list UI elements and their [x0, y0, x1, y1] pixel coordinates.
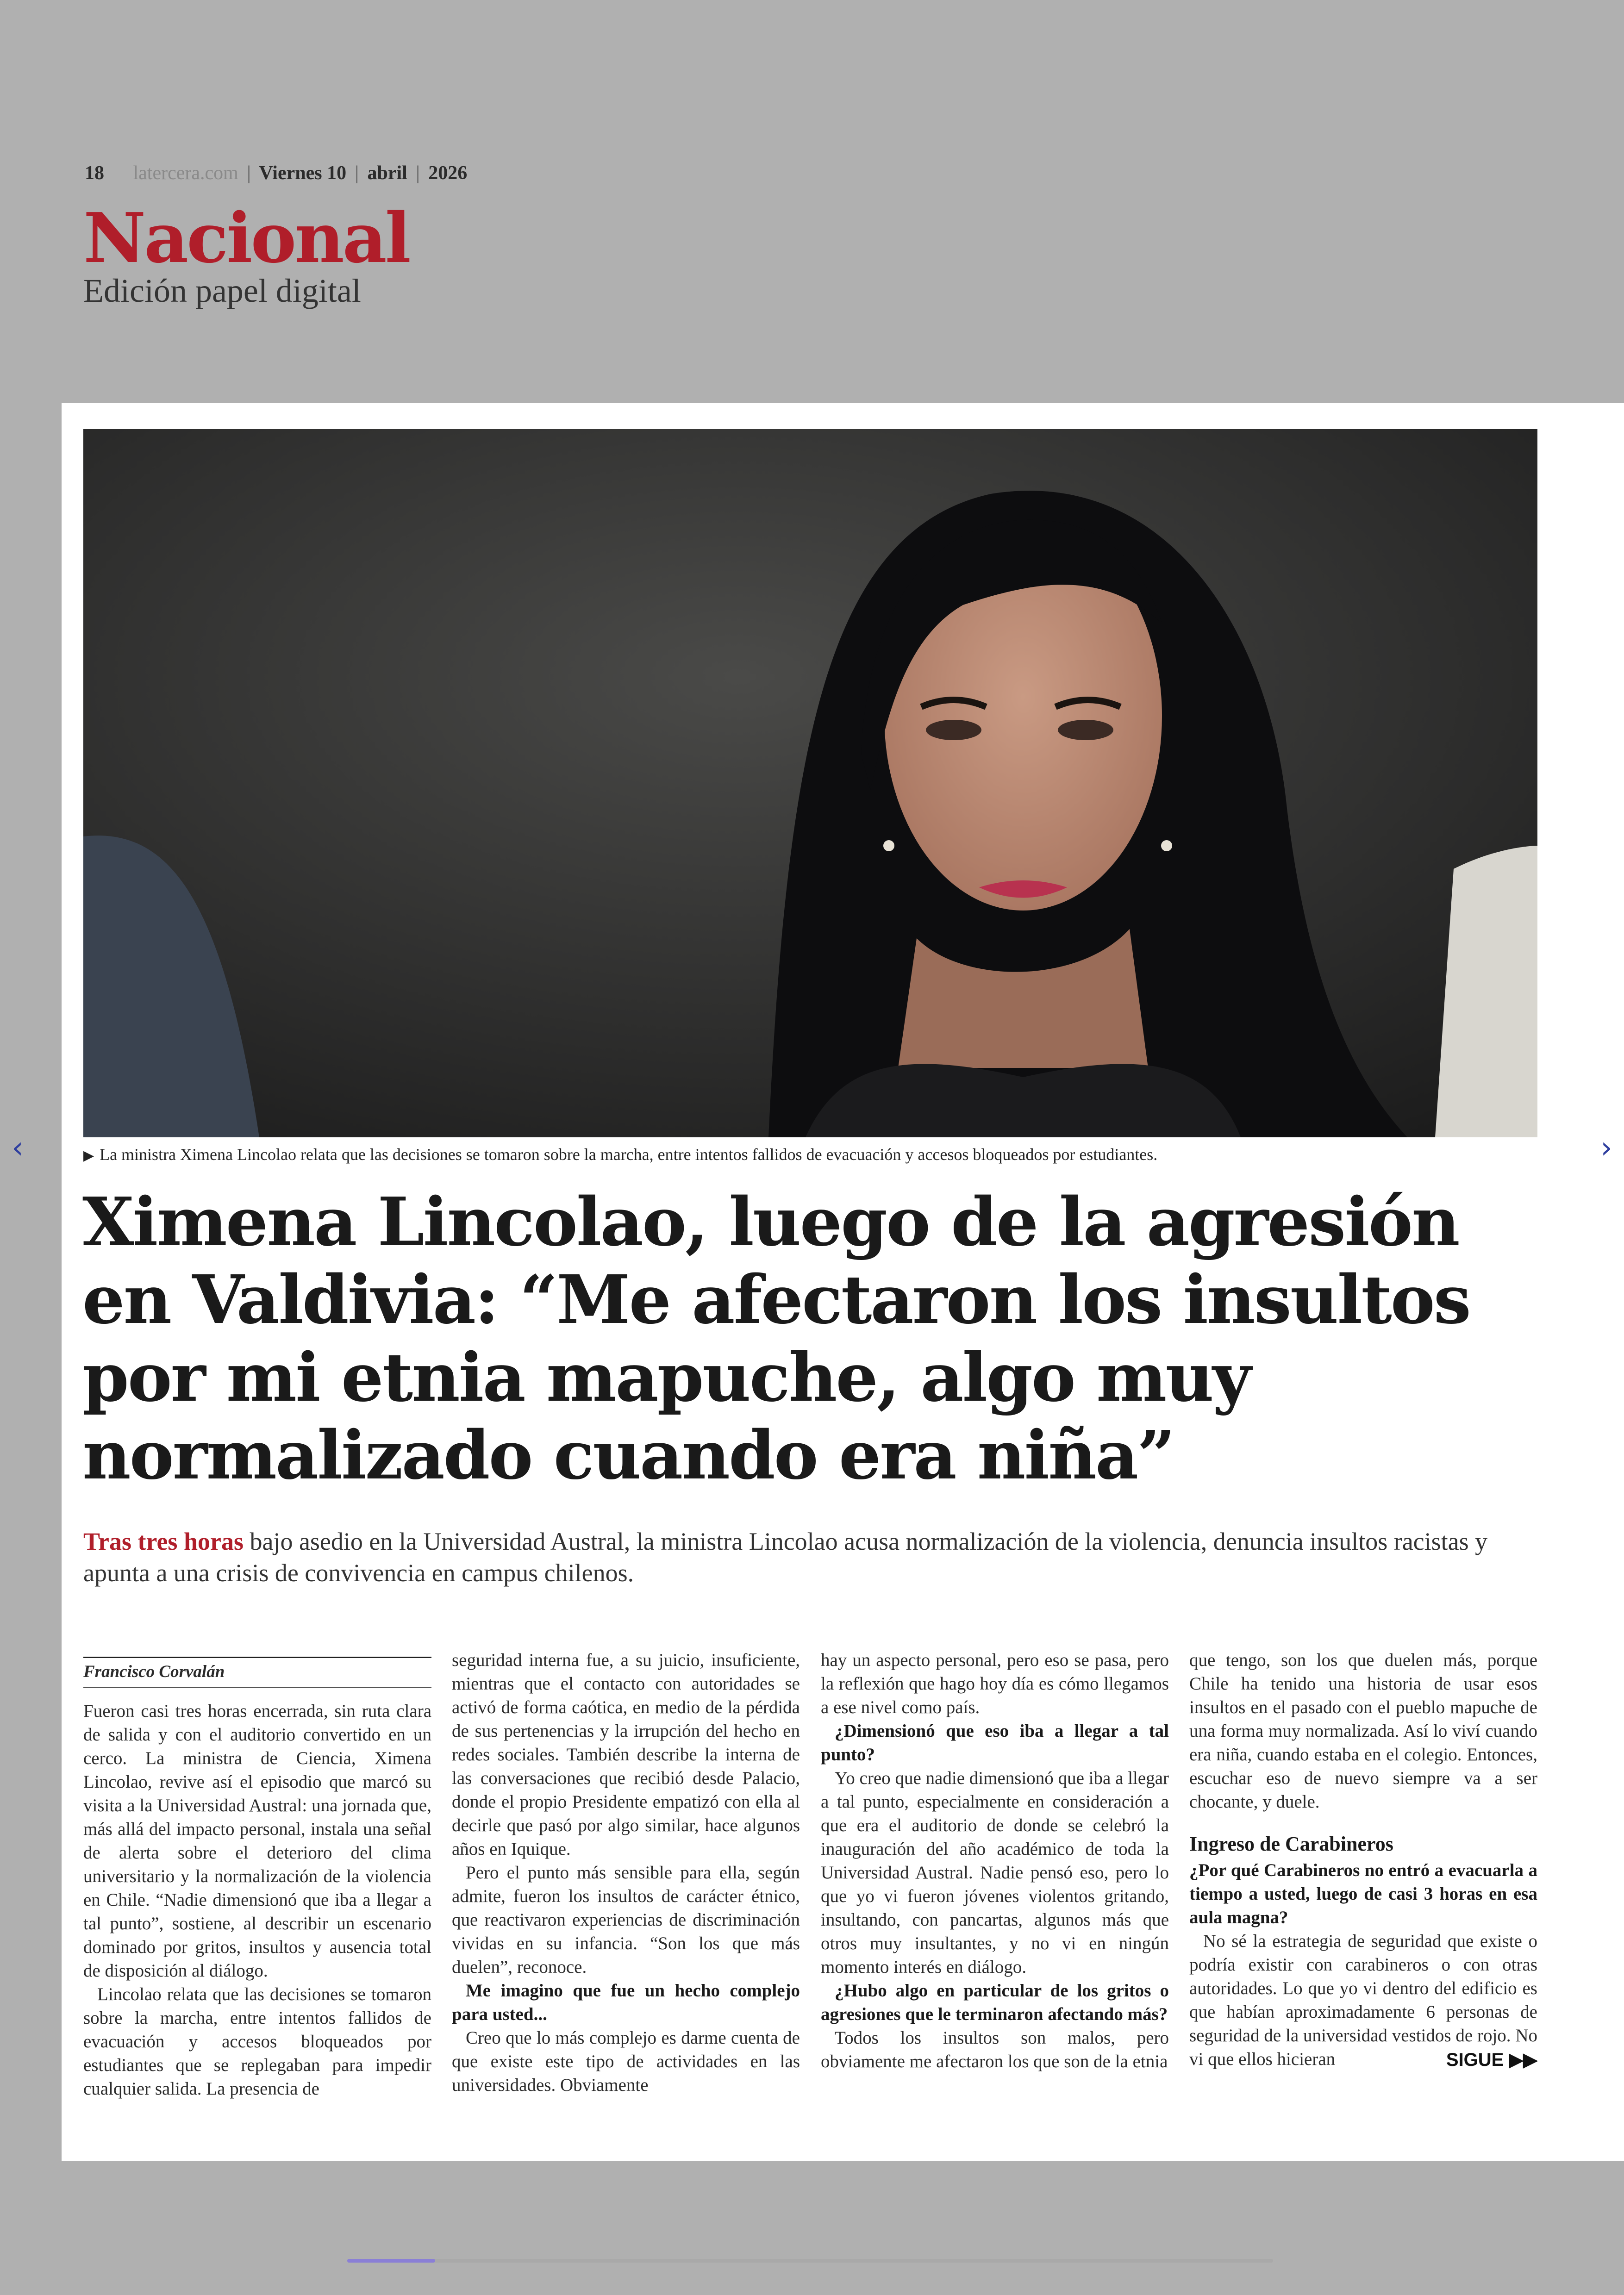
- deck-lead: Tras tres horas: [83, 1528, 244, 1555]
- paragraph: que tengo, son los que duelen más, porque Chile ha tenido una historia de usar esos insultos en el pasado con el pueblo mapuche de una forma muy normalizada. Así lo viví cuando era niña, cuando estaba en el colegio. Entonces, escuchar eso de nuevo siempre va a ser chocante, y duele.: [1189, 1650, 1537, 1812]
- date-month: abril: [367, 162, 407, 184]
- column-2: [452, 1648, 800, 2097]
- paragraph: seguridad interna fue, a su juicio, insuficiente, mientras que el contacto con autoridades se activó de forma caótica, en medio de la pérdida de sus pertenencias y la irrupción del hecho en redes sociales. También describe la interna de las conversaciones que recibió desde Palacio, donde el propio Presidente empatizó con ella al decirle que pasó por algo similar, hace algunos años en Iquique.: [452, 1650, 800, 1859]
- lead-photo: [83, 429, 1537, 1137]
- interview-answer: No sé la estrategia de seguridad que existe o podría existir con carabineros o con otras autoridades. Lo que yo vi dentro del edificio es que habían aproximadamente 6 personas de seguridad de la universidad vestidos de rojo. No vi que ellos hicieran: [1189, 1931, 1537, 2069]
- article-body: [83, 1648, 1537, 2099]
- dateline: 18 latercera.com | Viernes 10 | abril | 2026: [85, 162, 468, 184]
- interview-answer: Creo que lo más complejo es darme cuenta de que existe este tipo de actividades en las universidades. Obviamente: [452, 2028, 800, 2095]
- column-1: [83, 1648, 431, 2101]
- paragraph: Pero el punto más sensible para ella, según admite, fueron los insultos de carácter étnico, que reactivaron experiencias de discriminación vividas en su infancia. “Son los que más duelen”, reconoce.: [452, 1863, 800, 1977]
- date-day: Viernes 10: [259, 162, 347, 184]
- byline: Francisco Corvalán: [83, 1657, 431, 1688]
- column-4: [1189, 1648, 1537, 2071]
- interview-question: Me imagino que fue un hecho complejo para usted...: [452, 1981, 800, 2024]
- page-scrubber-fill: [347, 2259, 435, 2263]
- subheading: Ingreso de Carabineros: [1189, 1833, 1393, 1855]
- deck-text: bajo asedio en la Universidad Austral, la ministra Lincolao acusa normalización de la violencia, denuncia insultos racistas y apunta a una crisis de convivencia en campus chilenos.: [83, 1528, 1488, 1587]
- page-number: 18: [85, 162, 104, 184]
- interview-question: ¿Hubo algo en particular de los gritos o agresiones que le terminaron afectando más?: [821, 1981, 1169, 2024]
- headline: Ximena Lincolao, luego de la agresión en Valdivia: “Me afectaron los insultos por mi etnia mapuche, algo muy normalizado cuando era niña”: [82, 1183, 1470, 1494]
- date-year: 2026: [428, 162, 468, 184]
- newspaper-page: [62, 403, 1624, 2161]
- interview-answer: Todos los insultos son malos, pero obviamente me afectaron los que son de la etnia: [821, 2028, 1169, 2071]
- deck: [83, 1526, 1518, 1589]
- interview-question: ¿Por qué Carabineros no entró a evacuarla a tiempo a usted, luego de casi 3 horas en esa aula magna?: [1189, 1860, 1537, 1927]
- paragraph: hay un aspecto personal, pero eso se pasa, pero la reflexión que hago hoy día es cómo llegamos a ese nivel como país.: [821, 1650, 1169, 1717]
- page-scrubber[interactable]: [347, 2259, 1273, 2263]
- caption-arrow-icon: ▶: [83, 1148, 94, 1163]
- edition-label: Edición papel digital: [83, 272, 361, 309]
- site-name: latercera.com: [133, 162, 238, 184]
- paragraph: Fueron casi tres horas encerrada, sin ruta clara de salida y con el auditorio convertido en un cerco. La ministra de Ciencia, Ximena Lincolao, revive así el episodio que marcó su visita a la Universidad Austral: una jornada que, más allá del impacto personal, instala una señal de alerta sobre el deterioro del clima universitario y la normalización de la violencia en Chile. “Nadie dimensionó que iba a llegar a tal punto”, sostiene, al describir un escenario dominado por gritos, insultos y ausencia total de disposición al diálogo.: [83, 1701, 431, 1981]
- previous-page-chevron-icon[interactable]: ‹: [12, 1131, 24, 1165]
- interview-answer: Yo creo que nadie dimensionó que iba a llegar a tal punto, especialmente en consideración a que era el auditorio de donde se celebró la inauguración del año académico de toda la Universidad Austral. Nadie pensó eso, pero lo que yo vi fueron jóvenes violentos gritando, insultando, con pancartas, algunos más que otros muy insultantes, y no vi en ningún momento interés en diálogo.: [821, 1768, 1169, 1977]
- column-3: [821, 1648, 1169, 2073]
- interview-question: ¿Dimensionó que eso iba a llegar a tal punto?: [821, 1721, 1169, 1765]
- paragraph: Lincolao relata que las decisiones se tomaron sobre la marcha, entre intentos fallidos de evacuación y accesos bloqueados por estudiantes que se replegaban para impedir cualquier salida. La presencia de: [83, 1984, 431, 2099]
- next-page-chevron-icon[interactable]: ›: [1600, 1131, 1612, 1165]
- photo-caption: ▶ La ministra Ximena Lincolao relata que las decisiones se tomaron sobre la marcha, entre intentos fallidos de evacuación y accesos bloqueados por estudiantes.: [83, 1145, 1158, 1164]
- continue-label: SIGUE ▶▶: [1446, 2050, 1537, 2070]
- section-title: Nacional: [83, 198, 409, 278]
- portrait-illustration: [83, 429, 1537, 1137]
